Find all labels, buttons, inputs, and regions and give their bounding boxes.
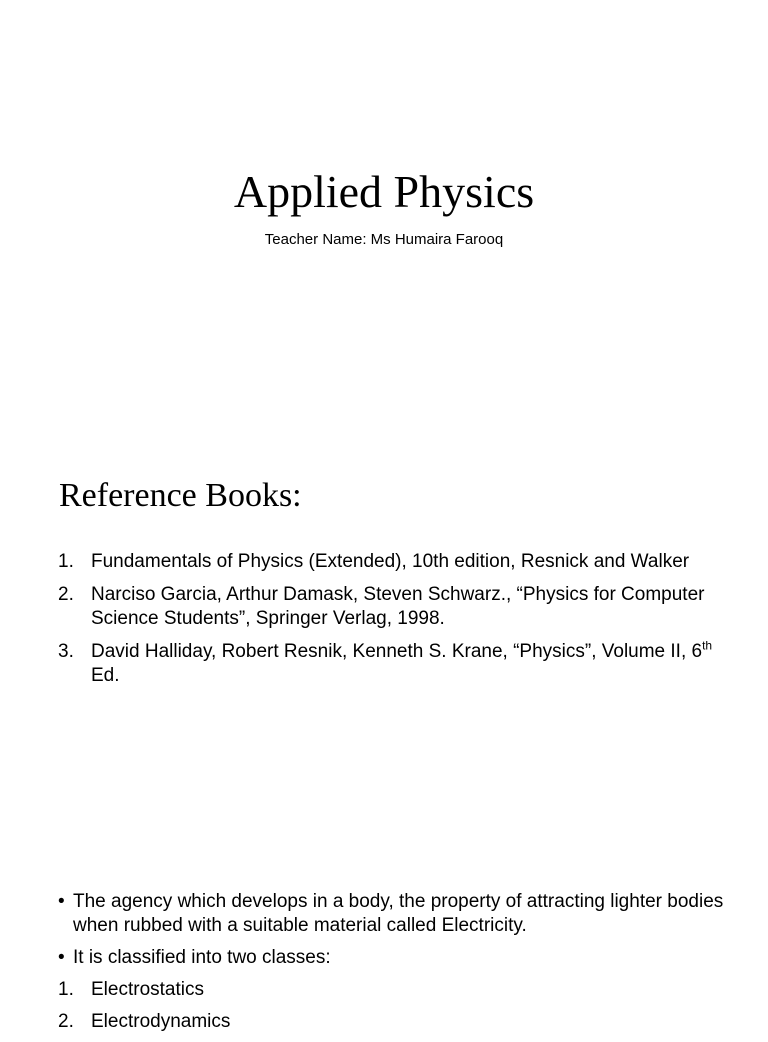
list-item	[58, 890, 738, 938]
reference-text-end: Ed.	[91, 665, 120, 686]
reference-text-main: David Halliday, Robert Resnik, Kenneth S. Krane, “Physics”, Volume II, 6	[91, 641, 703, 662]
list-item-text: It is classified into two classes:	[73, 947, 331, 968]
list-item	[58, 946, 738, 970]
reference-books-slide	[0, 440, 768, 740]
reference-number: 2.	[58, 584, 74, 605]
list-item-text: Electrostatics	[91, 979, 204, 1000]
electricity-list	[58, 890, 738, 1042]
bullet-marker: •	[58, 891, 65, 912]
reference-list	[58, 550, 718, 697]
title-slide	[0, 0, 768, 290]
list-item	[58, 978, 738, 1002]
reference-item	[58, 583, 718, 631]
teacher-name: Teacher Name: Ms Humaira Farooq	[264, 231, 504, 248]
reference-number: 3.	[58, 641, 74, 662]
number-marker: 2.	[58, 1011, 74, 1032]
reference-text	[91, 640, 718, 688]
slide-title: Applied Physics	[233, 166, 535, 217]
ordinal-superscript: th	[702, 638, 713, 653]
list-item	[58, 1010, 738, 1034]
reference-number: 1.	[58, 551, 74, 572]
reference-item	[58, 550, 718, 574]
electricity-slide	[0, 880, 768, 1032]
reference-item	[58, 640, 718, 688]
list-item-text: Electrodynamics	[91, 1011, 231, 1032]
number-marker: 1.	[58, 979, 74, 1000]
list-item-text: The agency which develops in a body, the property of attracting lighter bodies when rubbed with a suitable material called Electricity.	[73, 891, 724, 936]
reference-text: Fundamentals of Physics (Extended), 10th edition, Resnick and Walker	[91, 551, 690, 572]
reference-text: Narciso Garcia, Arthur Damask, Steven Schwarz., “Physics for Computer Science Students”, Springer Verlag, 1998.	[91, 584, 705, 629]
bullet-marker: •	[58, 947, 65, 968]
reference-books-heading: Reference Books:	[59, 477, 302, 514]
